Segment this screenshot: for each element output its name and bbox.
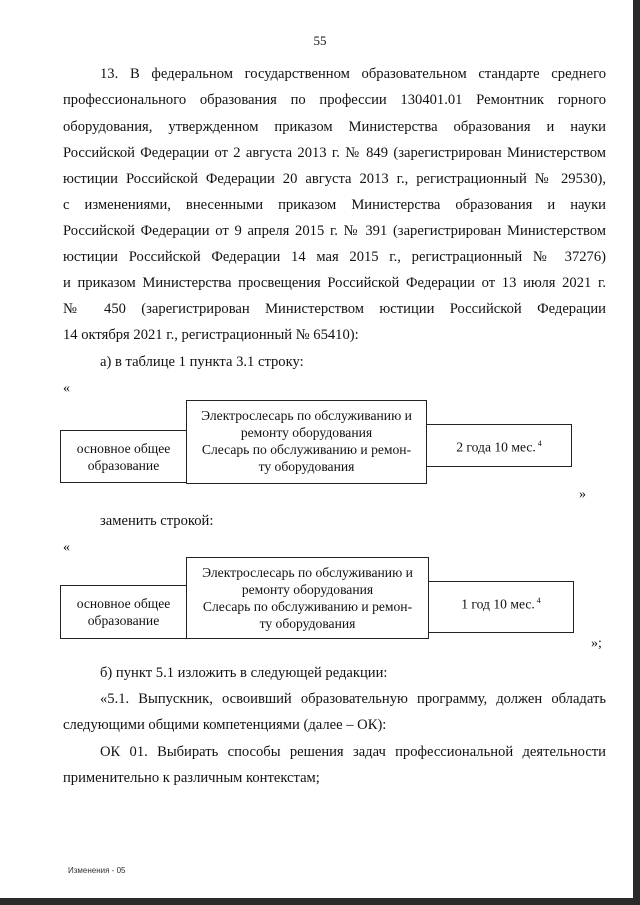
paragraph-line: ОК 01. Выбирать способы решения задач профессиональной деятельности: [100, 744, 606, 760]
term-value: 1 год 10 мес.: [461, 596, 535, 612]
paragraph-line: 14 октября 2021 г., регистрационный № 65410):: [63, 327, 359, 343]
qualification-line: ту оборудования: [259, 616, 356, 631]
qualification-line: Слесарь по обслуживанию и ремон-: [201, 442, 412, 457]
close-quote-semicolon: »;: [591, 636, 602, 651]
item-b: б) пункт 5.1 изложить в следующей редакции:: [100, 665, 388, 681]
term-cell: [428, 581, 574, 633]
education-cell: [60, 585, 187, 639]
qualification-line: ремонту оборудования: [240, 425, 373, 440]
paragraph-line: «5.1. Выпускник, освоивший образовательную программу, должен обладать: [100, 691, 606, 707]
qualification-line: Слесарь по обслуживанию и ремон-: [202, 599, 413, 614]
footnote-mark: 4: [536, 596, 541, 605]
paragraph-line: применительно к различным контекстам;: [63, 770, 320, 786]
paragraph-line: юстиции Российской Федерации 14 мая 2015 г., регистрационный № 37276): [63, 249, 606, 265]
term-cell: [426, 424, 572, 467]
qualification-line: ремонту оборудования: [241, 582, 374, 597]
paragraph-line: и приказом Министерства просвещения Российской Федерации от 13 июля 2021 г.: [63, 275, 606, 291]
paragraph-line: следующими общими компетенциями (далее – ОК):: [63, 717, 387, 733]
qualification-cell: [186, 557, 429, 639]
qualification-line: ту оборудования: [258, 459, 355, 474]
open-quote: «: [63, 381, 70, 396]
education-line: основное общее: [76, 596, 171, 611]
education-line: образование: [87, 457, 160, 473]
page-number: 55: [313, 33, 327, 48]
footnote-mark: 4: [537, 439, 542, 448]
paragraph-line: № 450 (зарегистрирован Министерством юстиции Российской Федерации: [63, 301, 606, 317]
qualification-line: Электрослесарь по обслуживанию и: [202, 565, 413, 580]
footer-note: Изменения - 05: [68, 866, 126, 875]
paragraph-line: Российской Федерации от 2 августа 2013 г. № 849 (зарегистрирован Министерством: [63, 145, 606, 161]
qualification-cell: [186, 400, 427, 484]
paragraph-line: Российской Федерации от 9 апреля 2015 г. № 391 (зарегистрирован Министерством: [63, 223, 606, 239]
item-a: а) в таблице 1 пункта 3.1 строку:: [100, 354, 304, 370]
qualification-line: Электрослесарь по обслуживанию и: [201, 408, 412, 423]
education-line: образование: [87, 613, 160, 628]
education-line: основное общее: [76, 440, 171, 456]
paragraph-line: юстиции Российской Федерации 20 августа 2013 г., регистрационный № 29530),: [63, 171, 606, 187]
paragraph-line: 13. В федеральном государственном образовательном стандарте среднего: [100, 66, 606, 82]
term-value: 2 года 10 мес.: [456, 439, 536, 455]
paragraph-line: оборудования, утвержденном приказом Министерства образования и науки: [63, 119, 606, 135]
paragraph-line: с изменениями, внесенными приказом Министерства образования и науки: [63, 197, 606, 213]
open-quote: «: [63, 540, 70, 555]
education-cell: [60, 430, 187, 483]
page-edge-bottom: [0, 898, 640, 905]
close-quote: »: [579, 487, 586, 502]
paragraph-line: профессионального образования по профессии 130401.01 Ремонтник горного: [63, 92, 606, 108]
page-edge-right: [633, 0, 640, 905]
replace-with-text: заменить строкой:: [100, 513, 214, 529]
